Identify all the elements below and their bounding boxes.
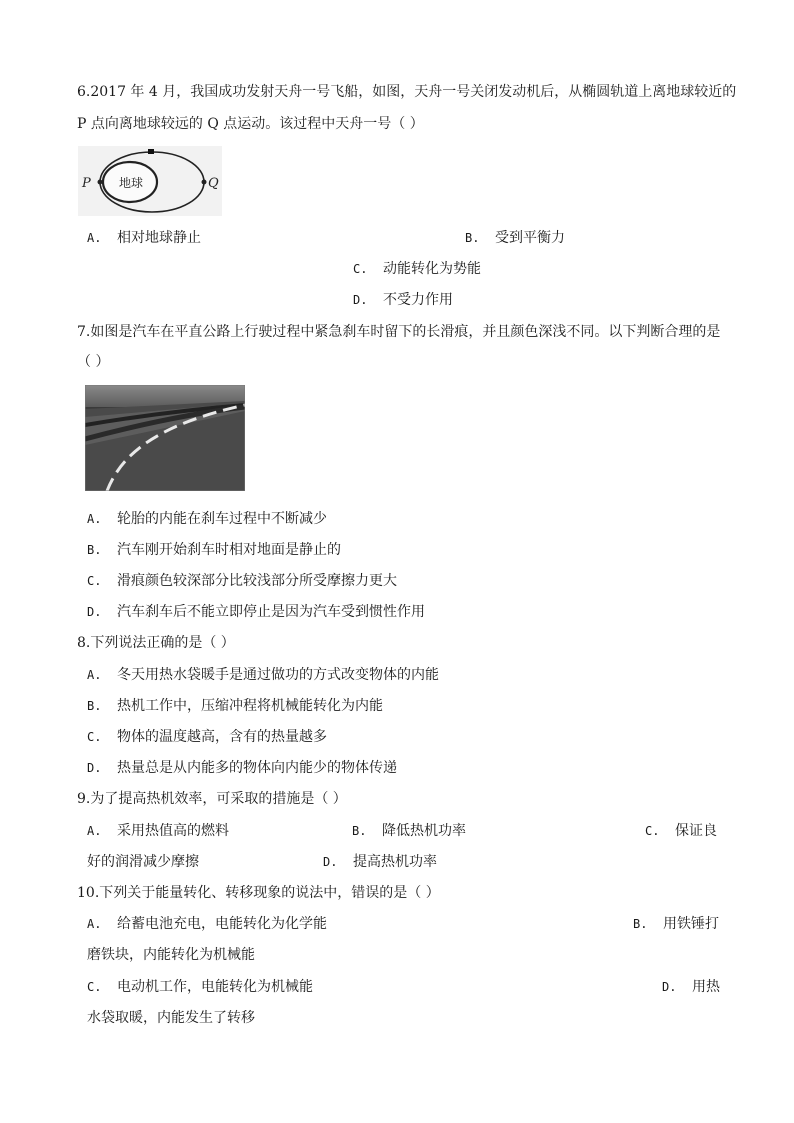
spacecraft-icon — [148, 149, 154, 154]
q10-stem: 10.下列关于能量转化、转移现象的说法中，错误的是（ ） — [77, 885, 440, 901]
option-text: 相对地球静止 — [117, 230, 201, 246]
q9-option-a[interactable] — [87, 821, 229, 841]
q6-stem-line2: P 点向离地球较远的 Q 点运动。该过程中天舟一号（ ） — [77, 116, 424, 132]
option-letter: B. — [633, 917, 648, 931]
q7-option-d[interactable] — [87, 602, 425, 622]
q8-option-b[interactable] — [87, 696, 383, 716]
option-text: 轮胎的内能在刹车过程中不断减少 — [117, 511, 327, 527]
q10-option-d-continued: 水袋取暖，内能发生了转移 — [87, 1010, 255, 1026]
earth-label: 地球 — [119, 176, 144, 190]
option-letter: D. — [662, 980, 677, 994]
option-letter: A. — [87, 512, 102, 526]
option-letter: A. — [87, 824, 102, 838]
q7-option-c[interactable] — [87, 571, 397, 591]
option-text: 电动机工作，电能转化为机械能 — [117, 979, 313, 995]
q8-option-a[interactable] — [87, 665, 439, 685]
option-letter: D. — [353, 293, 368, 307]
option-letter: B. — [352, 824, 367, 838]
q9-option-b[interactable] — [352, 821, 466, 841]
option-letter: C. — [353, 262, 368, 276]
point-q-dot — [202, 180, 207, 185]
q6-option-a[interactable] — [87, 228, 201, 248]
option-text: 降低热机功率 — [382, 823, 466, 839]
orbit-diagram — [78, 146, 222, 216]
q10-option-d[interactable] — [662, 977, 720, 997]
q9-option-c[interactable] — [645, 821, 717, 841]
option-text: 物体的温度越高，含有的热量越多 — [117, 729, 327, 745]
q6-option-b[interactable] — [465, 228, 565, 248]
option-text: 动能转化为势能 — [383, 261, 481, 277]
q7-option-b[interactable] — [87, 540, 341, 560]
orbit-figure — [78, 146, 222, 216]
q9-option-d[interactable] — [323, 852, 437, 872]
q-label: Q — [208, 176, 219, 191]
q8-option-d[interactable] — [87, 758, 397, 778]
q6-option-d[interactable] — [353, 290, 453, 310]
option-text: 受到平衡力 — [495, 230, 565, 246]
option-text: 热量总是从内能多的物体向内能少的物体传递 — [117, 760, 397, 776]
q9-stem: 9.为了提高热机效率，可采取的措施是（ ） — [77, 791, 347, 807]
q9-option-c-continued: 好的润滑减少摩擦 — [87, 854, 199, 870]
option-letter: B. — [465, 231, 480, 245]
q10-option-b[interactable] — [633, 914, 719, 934]
q7-stem-line2: （ ） — [77, 354, 110, 370]
option-text: 保证良 — [675, 823, 717, 839]
option-letter: A. — [87, 668, 102, 682]
q6-stem-line1: 6.2017 年 4 月，我国成功发射天舟一号飞船，如图，天舟一号关闭发动机后，从椭圆轨道上离地球较近的 — [77, 84, 737, 100]
road-photo-drawing — [85, 385, 245, 491]
option-text: 不受力作用 — [383, 292, 453, 308]
p-label: P — [82, 176, 91, 191]
point-p-dot — [98, 180, 103, 185]
q8-stem: 8.下列说法正确的是（ ） — [77, 635, 235, 651]
option-text: 热机工作中，压缩冲程将机械能转化为内能 — [117, 698, 383, 714]
q6-option-c[interactable] — [353, 259, 481, 279]
option-text: 用铁锤打 — [663, 916, 719, 932]
q7-stem-line1: 7.如图是汽车在平直公路上行驶过程中紧急刹车时留下的长滑痕，并且颜色深浅不同。以下判断合理的是 — [77, 324, 721, 340]
option-letter: D. — [87, 605, 102, 619]
option-letter: C. — [87, 980, 102, 994]
q10-option-c[interactable] — [87, 977, 313, 997]
option-text: 用热 — [692, 979, 720, 995]
option-text: 冬天用热水袋暖手是通过做功的方式改变物体的内能 — [117, 667, 439, 683]
q7-option-a[interactable] — [87, 509, 327, 529]
option-text: 汽车刹车后不能立即停止是因为汽车受到惯性作用 — [117, 604, 425, 620]
option-letter: C. — [645, 824, 660, 838]
option-text: 汽车刚开始刹车时相对地面是静止的 — [117, 542, 341, 558]
q10-option-a[interactable] — [87, 914, 327, 934]
option-text: 给蓄电池充电，电能转化为化学能 — [117, 916, 327, 932]
q10-option-b-continued: 磨铁块，内能转化为机械能 — [87, 947, 255, 963]
option-letter: C. — [87, 730, 102, 744]
skid-marks-photo — [85, 385, 245, 491]
option-letter: D. — [323, 855, 338, 869]
option-text: 提高热机功率 — [353, 854, 437, 870]
option-letter: C. — [87, 574, 102, 588]
option-letter: A. — [87, 917, 102, 931]
option-text: 采用热值高的燃料 — [117, 823, 229, 839]
option-letter: A. — [87, 231, 102, 245]
q8-option-c[interactable] — [87, 727, 327, 747]
option-letter: B. — [87, 699, 102, 713]
option-letter: D. — [87, 761, 102, 775]
option-letter: B. — [87, 543, 102, 557]
option-text: 滑痕颜色较深部分比较浅部分所受摩擦力更大 — [117, 573, 397, 589]
